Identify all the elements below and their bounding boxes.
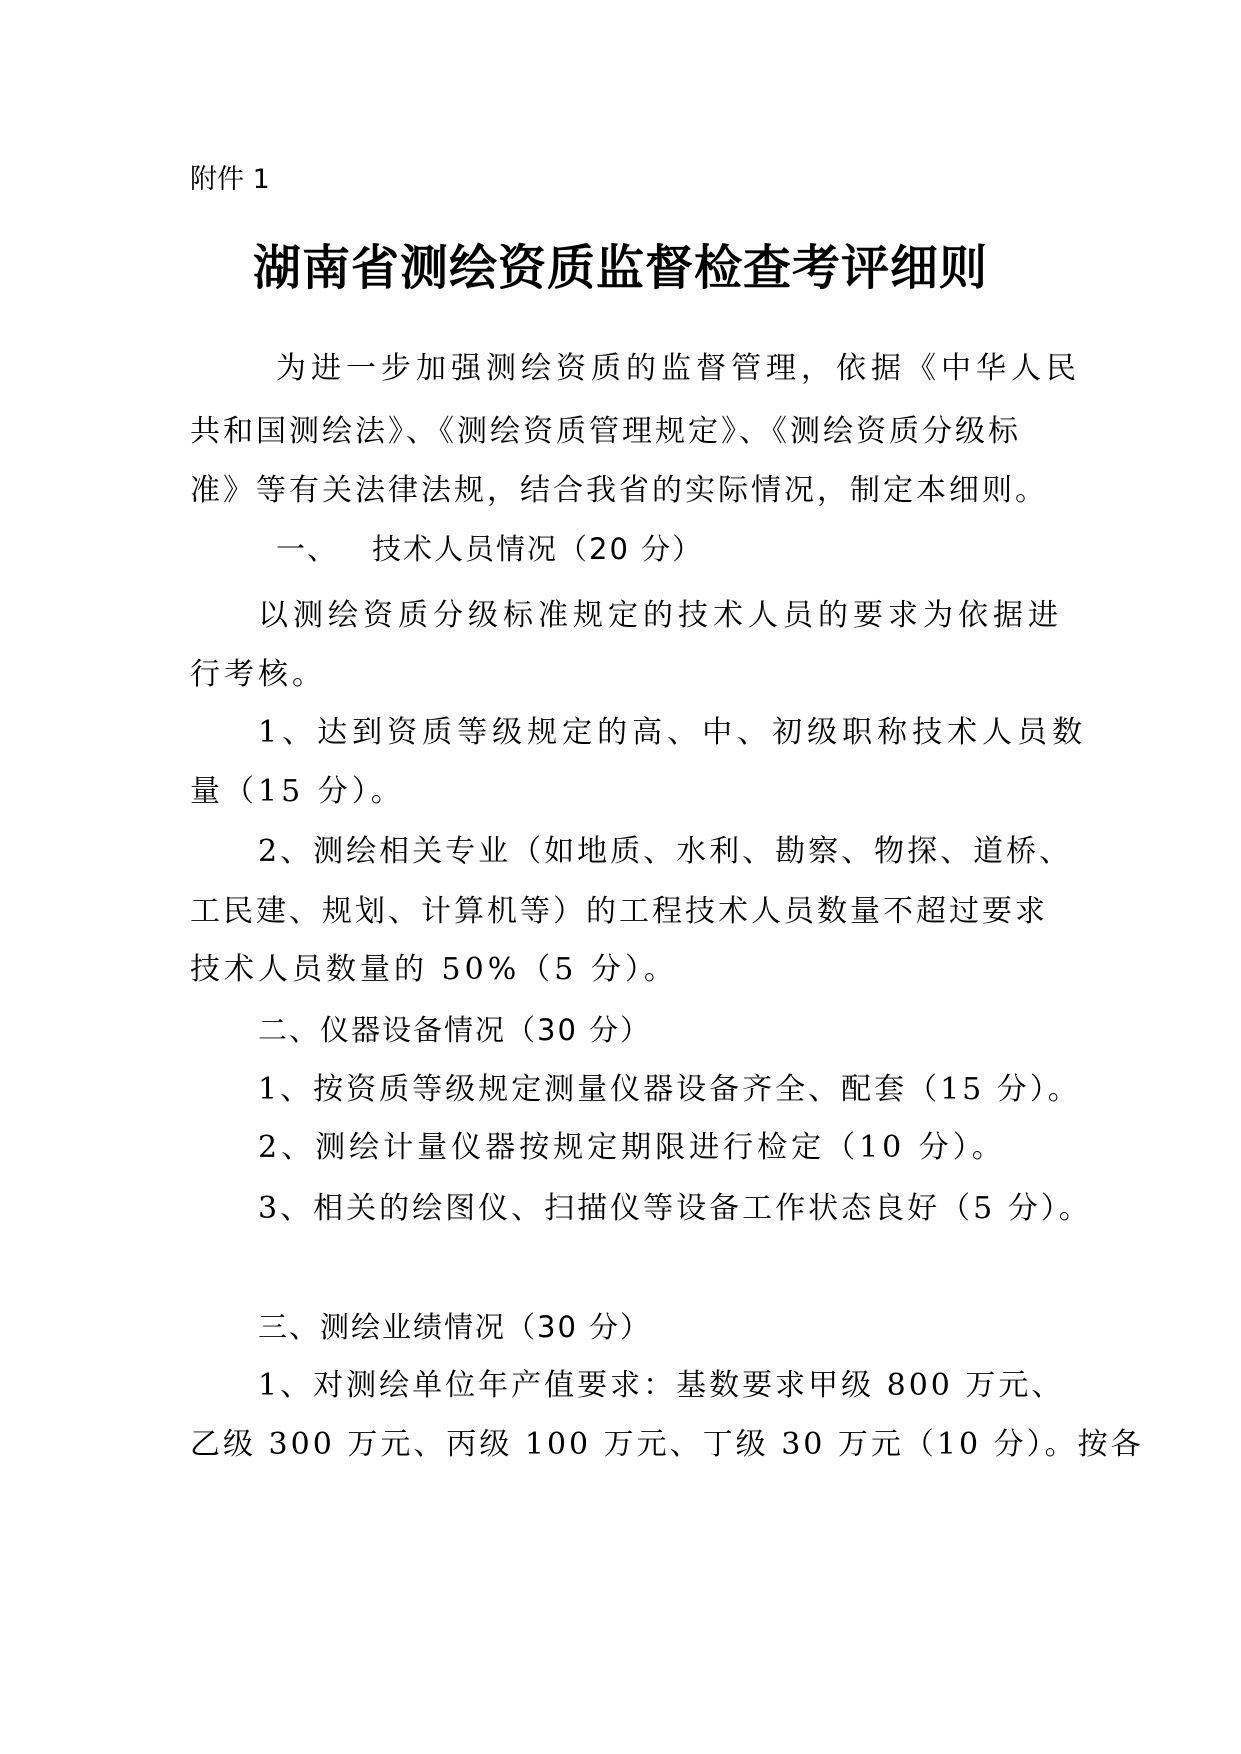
section2-item-2: 2、测绘计量仪器按规定期限进行检定（10 分）。: [258, 1130, 1006, 1165]
intro-line-1: 为进一步加强测绘资质的监督管理，依据《中华人民: [276, 351, 1081, 386]
intro-line-3: 准》等有关法律法规，结合我省的实际情况，制定本细则。: [190, 473, 1048, 508]
section3-heading: 三、测绘业绩情况（30 分）: [258, 1310, 652, 1344]
section1-item2-line-2: 工民建、规划、计算机等）的工程技术人员数量不超过要求: [190, 894, 1048, 929]
section2-item-3: 3、相关的绘图仪、扫描仪等设备工作状态良好（5 分）。: [258, 1191, 1092, 1226]
section2-item-1: 1、按资质等级规定测量仪器设备齐全、配套（15 分）。: [258, 1072, 1081, 1107]
section1-number: 一、: [276, 532, 339, 566]
section1-item2-line-1: 2、测绘相关专业（如地质、水利、勘察、物探、道桥、: [258, 834, 1073, 869]
section2-heading: 二、仪器设备情况（30 分）: [258, 1013, 652, 1047]
section1-desc-line-2: 行考核。: [190, 657, 326, 692]
section3-item1-line-2: 乙级 300 万元、丙级 100 万元、丁级 30 万元（10 分）。按各: [190, 1427, 1144, 1462]
section3-item1-line-1: 1、对测绘单位年产值要求：基数要求甲级 800 万元、: [258, 1368, 1065, 1403]
intro-line-2: 共和国测绘法》、《测绘资质管理规定》、《测绘资质分级标: [190, 414, 1021, 449]
section1-desc-line-1: 以测绘资质分级标准规定的技术人员的要求为依据进: [258, 598, 1063, 633]
section1-heading: 技术人员情况（20 分）: [372, 532, 704, 566]
document-title: 湖南省测绘资质监督检查考评细则: [252, 240, 988, 296]
section1-item2-line-3: 技术人员数量的 50%（5 分）。: [190, 952, 678, 987]
section1-item1-line-1: 1、达到资质等级规定的高、中、初级职称技术人员数: [258, 715, 1088, 750]
attachment-label: 附件 1: [190, 164, 270, 195]
section1-item1-line-2: 量（15 分）。: [190, 774, 405, 809]
